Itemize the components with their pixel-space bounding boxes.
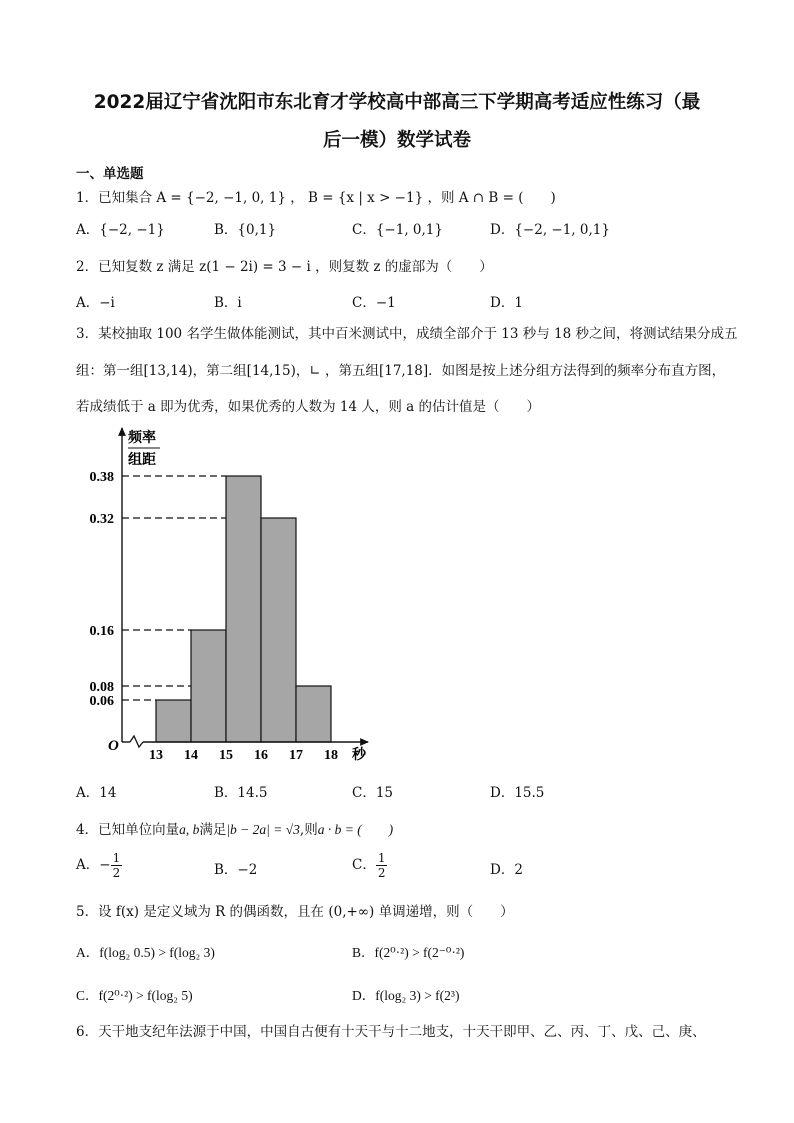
- question-3-line1: 3．某校抽取 100 名学生做体能测试，其中百米测试中，成绩全部介于 13 秒与 18 秒之间，将测试结果分成五: [76, 326, 738, 342]
- y-tick-label: 0.08: [89, 680, 114, 695]
- fraction: [376, 851, 388, 880]
- q1-option-a: A．{−2, −1}: [76, 222, 165, 238]
- histogram-bar: [261, 518, 296, 742]
- denominator: 2: [377, 866, 386, 880]
- question-2-stem: 2．已知复数 z 满足 z(1 − 2i) = 3 − i ，则复数 z 的虚部为（ ）: [76, 259, 493, 275]
- question-1-stem: 1．已知集合 A = {−2, −1, 0, 1} ， B = {x | x > −1} ，则 A ∩ B = ( ): [76, 190, 556, 206]
- question-3-line3: 若成绩低于 a 即为优秀，如果优秀的人数为 14 人，则 a 的估计值是（ ）: [76, 399, 541, 415]
- x-tick-label: 13: [149, 748, 163, 763]
- x-axis-label: 秒: [352, 748, 366, 763]
- q4-mid: 满足: [199, 822, 227, 838]
- q2-option-a: A．−i: [76, 295, 115, 311]
- histogram-bar: [156, 700, 191, 742]
- exam-title-line1: 2022届辽宁省沈阳市东北育才学校高中部高三下学期高考适应性练习（最: [93, 92, 701, 113]
- x-tick-label: 18: [324, 748, 338, 763]
- q4-dot-product: a · b = ( ): [317, 822, 394, 837]
- frequency-histogram: [70, 420, 390, 770]
- q5-option-a: A．f(log₂ 0.5) > f(log₂ 3): [76, 945, 215, 960]
- q3-option-a: A．14: [76, 785, 117, 801]
- q4-option-b: B．−2: [214, 862, 258, 878]
- q2-option-d: D．1: [490, 295, 523, 311]
- q4-option-c: [352, 851, 387, 880]
- q4-then: ,则: [299, 822, 318, 838]
- histogram-bar: [226, 476, 261, 742]
- q1-option-b: B．{0,1}: [214, 222, 277, 238]
- y-tick-label: 0.32: [89, 512, 114, 527]
- y-axis-label-top: 频率: [128, 431, 156, 446]
- axis-break: [130, 736, 143, 747]
- y-axis-label-bottom: 组距: [128, 453, 156, 468]
- q5-option-d: D．f(log₂ 3) > f(2³): [352, 988, 460, 1003]
- q4-option-d: D．2: [490, 862, 523, 878]
- question-3-line2: 组：第一组[13,14)，第二组[14,15)，∟ ，第五组[17,18]．如图是按上述分组方法得到的频率分布直方图，: [76, 363, 726, 379]
- y-tick-label: 0.16: [89, 624, 114, 639]
- q4-option-c-label: C．: [352, 857, 376, 873]
- q4-option-a-label: A．−: [76, 857, 111, 873]
- q4-vectors: a, b: [179, 822, 200, 837]
- question-4-stem: [76, 818, 393, 838]
- y-tick-label: 0.38: [89, 470, 114, 485]
- x-tick-label: 14: [184, 748, 198, 763]
- denominator: 2: [112, 866, 121, 880]
- q3-option-c: C．15: [352, 785, 394, 801]
- q5-option-c: C．f(2⁰·²) > f(log₂ 5): [76, 988, 193, 1003]
- q4-condition: |b − 2a| = √3: [226, 822, 300, 837]
- fraction: [111, 851, 123, 880]
- q1-option-d: D．{−2, −1, 0,1}: [490, 222, 610, 238]
- q4-prefix: 4．已知单位向量: [76, 822, 180, 838]
- q5-option-b: B．f(2⁰·²) > f(2⁻⁰·²): [352, 945, 465, 960]
- q2-option-c: C．−1: [352, 295, 396, 311]
- x-tick-label: 15: [219, 748, 233, 763]
- q2-option-b: B．i: [214, 295, 242, 311]
- question-6-stem: 6．天干地支纪年法源于中国，中国自古便有十天干与十二地支，十天干即甲、乙、丙、丁、戊、己、庚、: [76, 1024, 706, 1040]
- q4-option-a: [76, 851, 122, 880]
- numerator: 1: [112, 851, 121, 865]
- numerator: 1: [377, 851, 386, 865]
- q3-option-d: D．15.5: [490, 785, 545, 801]
- histogram-bar: [191, 630, 226, 742]
- y-tick-label: 0.06: [89, 694, 114, 709]
- q1-option-c: C．{−1, 0,1}: [352, 222, 443, 238]
- origin-label: O: [108, 738, 119, 754]
- histogram-bar: [296, 686, 331, 742]
- section-heading: 一、单选题: [76, 166, 144, 182]
- q3-option-b: B．14.5: [214, 785, 268, 801]
- exam-title-line2: 后一模）数学试卷: [322, 130, 471, 151]
- question-5-stem: 5．设 f(x) 是定义域为 R 的偶函数，且在 (0,+∞) 单调递增，则（ ）: [76, 904, 514, 920]
- x-tick-label: 16: [254, 748, 268, 763]
- x-tick-label: 17: [289, 748, 303, 763]
